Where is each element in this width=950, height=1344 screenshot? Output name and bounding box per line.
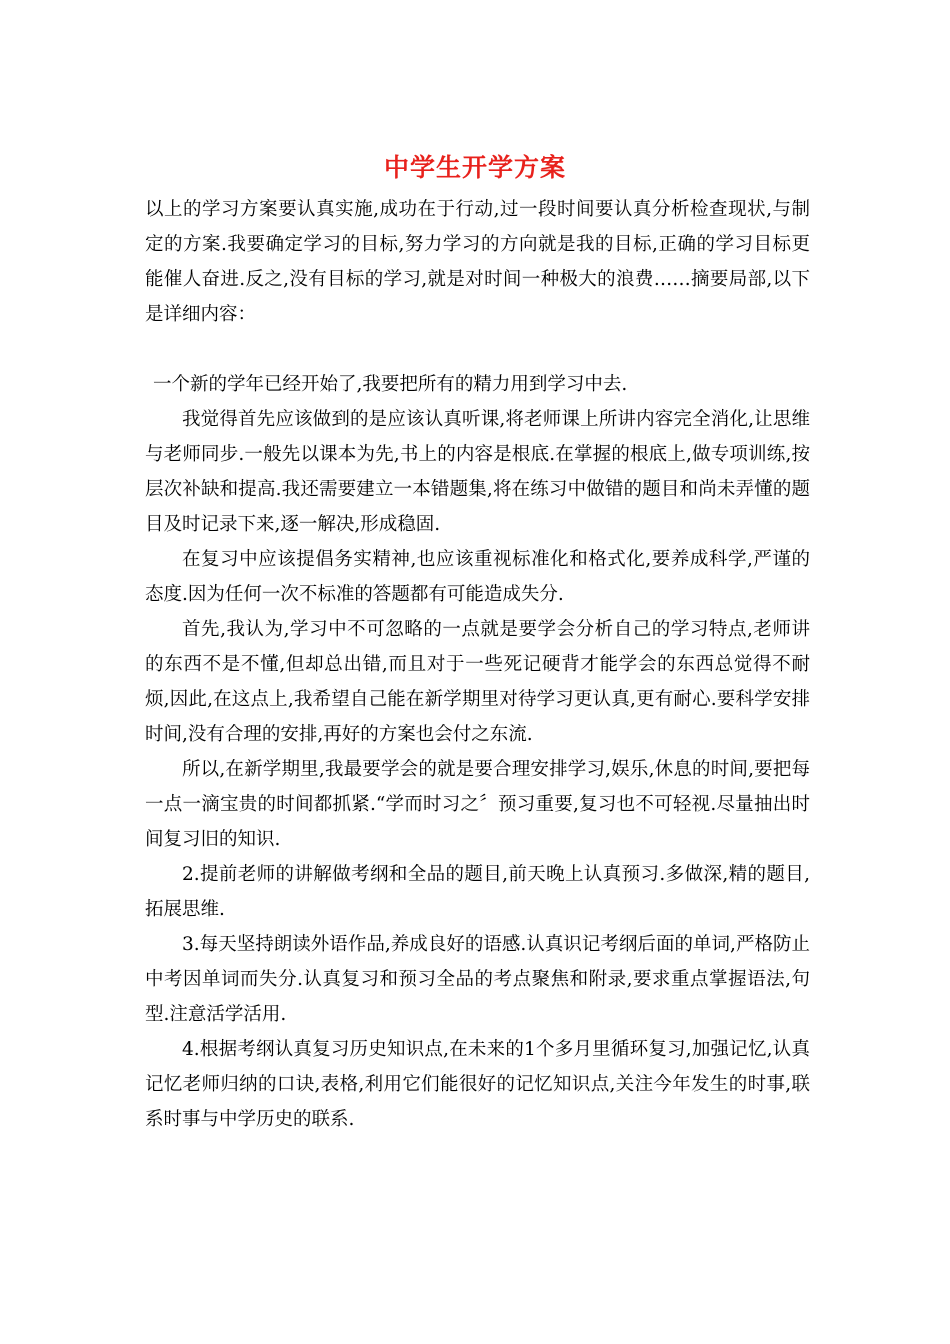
list-item-4: 4.根据考纲认真复习历史知识点,在未来的1个多月里循环复习,加强记忆,认真记忆老师归纳的口诀,表格,利用它们能很好的记忆知识点,关注今年发生的时事,联系时事与中学历史的联系. <box>145 1039 810 1130</box>
summary-paragraph: 以上的学习方案要认真实施,成功在于行动,过一段时间要认真分析检查现状,与制定的方案.我要确定学习的目标,努力学习的方向就是我的目标,正确的学习目标更能催人奋进.反之,没有目标的学习,就是对时间一种极大的浪费……摘要局部,以下是详细内容： <box>145 199 810 325</box>
body-paragraph: 首先,我认为,学习中不可忽略的一点就是要学会分析自己的学习特点,老师讲的东西不是不懂,但却总出错,而且对于一些死记硬背才能学会的东西总觉得不耐烦,因此,在这点上,我希望自己能在新学期里对待学习更认真,更有耐心.要科学安排时间,没有合理的安排,再好的方案也会付之东流. <box>145 619 810 745</box>
document-body <box>145 192 810 1137</box>
body-paragraph: 我觉得首先应该做到的是应该认真听课,将老师课上所讲内容完全消化,让思维与老师同步.一般先以课本为先,书上的内容是根底.在掌握的根底上,做专项训练,按层次补缺和提高.我还需要建立一本错题集,将在练习中做错的题目和尚未弄懂的题目及时记录下来,逐一解决,形成稳固. <box>145 409 810 535</box>
body-paragraph: 所以,在新学期里,我最要学会的就是要合理安排学习,娱乐,休息的时间,要把每一点一滴宝贵的时间都抓紧.“学而时习之〞预习重要,复习也不可轻视.尽量抽出时间复习旧的知识. <box>145 759 810 850</box>
document-title: 中学生开学方案 <box>383 153 566 182</box>
body-paragraph: 在复习中应该提倡务实精神,也应该重视标准化和格式化,要养成科学,严谨的态度.因为任何一次不标准的答题都有可能造成失分. <box>145 549 810 605</box>
list-item-3: 3.每天坚持朗读外语作品,养成良好的语感.认真识记考纲后面的单词,严格防止中考因单词而失分.认真复习和预习全品的考点聚焦和附录,要求重点掌握语法,句型.注意活学活用. <box>145 934 810 1025</box>
intro-paragraph: 一个新的学年已经开始了,我要把所有的精力用到学习中去. <box>153 374 628 395</box>
list-item-2: 2.提前老师的讲解做考纲和全品的题目,前天晚上认真预习.多做深,精的题目,拓展思维. <box>145 864 810 920</box>
